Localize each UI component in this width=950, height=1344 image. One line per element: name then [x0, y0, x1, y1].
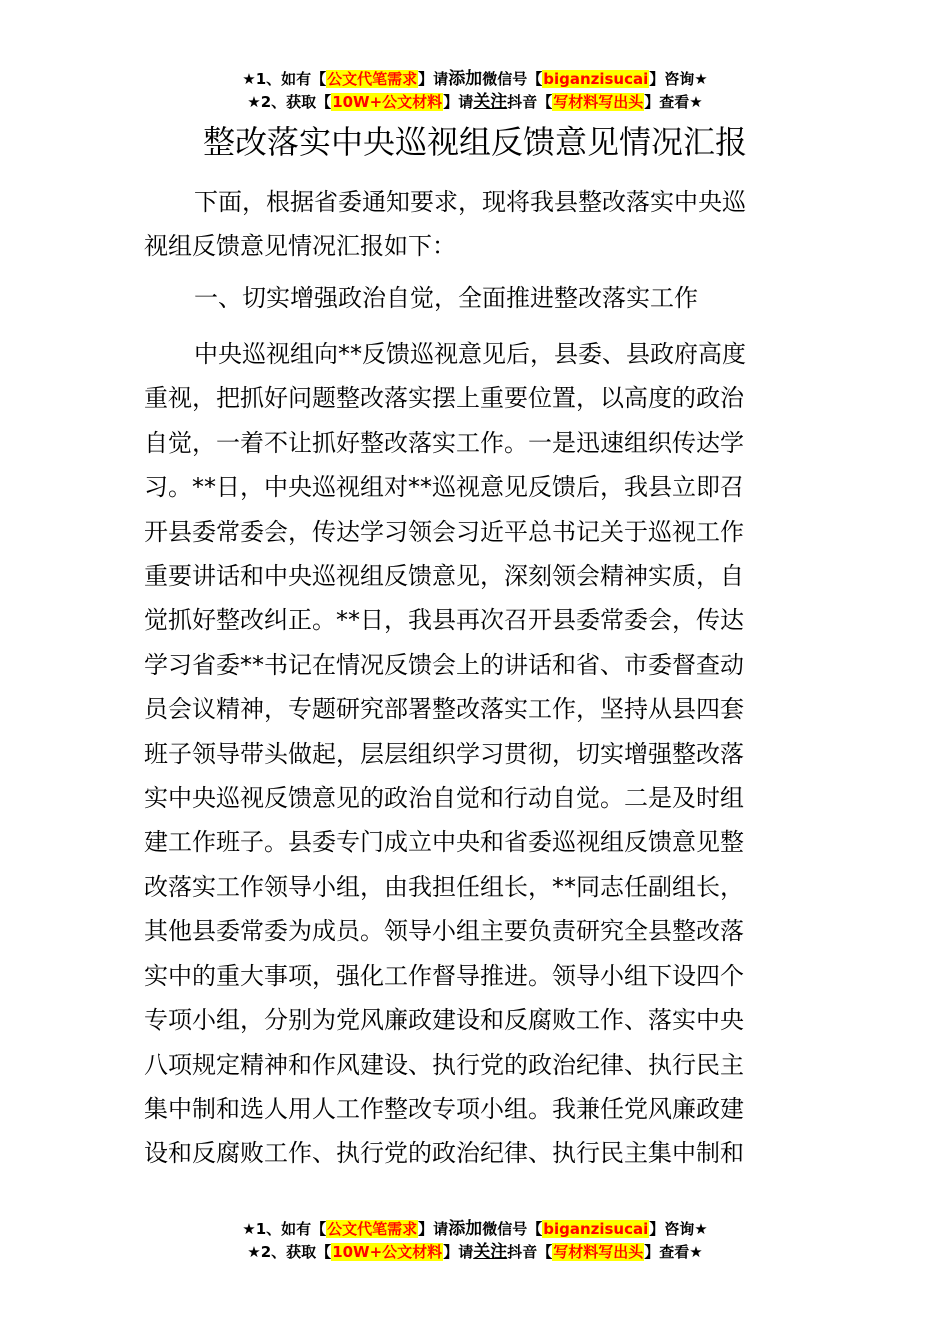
promo-text: ★1、如有【 [242, 1220, 327, 1238]
bottom-promo-banner [0, 1218, 950, 1264]
promo-text: 】请 [443, 93, 474, 111]
promo-line-2 [0, 91, 950, 114]
promo-text: 】咨询★ [649, 1220, 708, 1238]
top-promo-banner [0, 68, 950, 114]
paragraph-line: 其他县委常委为成员。领导小组主要负责研究全县整改落 [144, 917, 744, 946]
paragraph-line: 学习省委**书记在情况反馈会上的讲话和省、市委督查动 [144, 650, 744, 679]
promo-text: 】请 [418, 70, 449, 88]
paragraph-line: 重视，把抓好问题整改落实摆上重要位置，以高度的政治 [144, 384, 744, 413]
promo-highlight-douyin: 写材料写出头 [553, 1243, 644, 1261]
paragraph-line: 觉抓好整改纠正。**日，我县再次召开县委常委会，传达 [144, 606, 744, 635]
promo-text: 抖音【 [507, 1243, 553, 1261]
promo-text: 】咨询★ [649, 70, 708, 88]
paragraph-line: 开县委常委会，传达学习领会习近平总书记关于巡视工作 [144, 517, 744, 546]
paragraph-line: 员会议精神，专题研究部署整改落实工作，坚持从县四套 [144, 695, 744, 724]
promo-highlight: 10W+公文材料 [332, 93, 443, 111]
paragraph-line: 实中的重大事项，强化工作督导推进。领导小组下设四个 [144, 961, 744, 990]
promo-emphasis: 关注 [473, 1242, 508, 1262]
promo-highlight: 公文代笔需求 [327, 70, 418, 88]
document-title: 整改落实中央巡视组反馈意见情况汇报 [202, 123, 747, 161]
promo-line-1 [0, 68, 950, 91]
paragraph-line: 改落实工作领导小组，由我担任组长，**同志任副组长， [144, 872, 744, 901]
promo-highlight: 公文代笔需求 [327, 1220, 418, 1238]
section-heading-1 [144, 276, 808, 320]
promo-line-1 [0, 1218, 950, 1241]
paragraph-line: 班子领导带头做起，层层组织学习贯彻，切实增强整改落 [144, 739, 744, 768]
paragraph-line: 建工作班子。县委专门成立中央和省委巡视组反馈意见整 [144, 828, 744, 857]
promo-text: 】查看★ [644, 93, 703, 111]
paragraph-line: 重要讲话和中央巡视组反馈意见，深刻领会精神实质，自 [144, 562, 744, 591]
paragraph-line: 中央巡视组向**反馈巡视意见后，县委、县政府高度 [194, 340, 746, 368]
section-heading-text: 一、切实增强政治自觉，全面推进整改落实工作 [194, 284, 698, 312]
promo-emphasis: 添加 [448, 69, 483, 89]
promo-text: 微信号【 [482, 70, 543, 88]
promo-text: ★2、获取【 [247, 93, 332, 111]
body-paragraph-1 [144, 332, 808, 1176]
promo-text: ★2、获取【 [247, 1243, 332, 1261]
promo-emphasis: 关注 [473, 92, 508, 112]
promo-highlight: 10W+公文材料 [332, 1243, 443, 1261]
intro-line: 下面，根据省委通知要求，现将我县整改落实中央巡 [194, 188, 746, 216]
promo-emphasis: 添加 [448, 1219, 483, 1239]
intro-paragraph [144, 180, 808, 269]
promo-highlight-wechat: biganzisucai [543, 70, 649, 88]
paragraph-line: 集中制和选人用人工作整改专项小组。我兼任党风廉政建 [144, 1094, 744, 1123]
promo-text: 抖音【 [507, 93, 553, 111]
promo-text: 微信号【 [482, 1220, 543, 1238]
promo-text: ★1、如有【 [242, 70, 327, 88]
promo-text: 】请 [418, 1220, 449, 1238]
promo-line-2 [0, 1241, 950, 1264]
paragraph-line: 实中央巡视反馈意见的政治自觉和行动自觉。二是及时组 [144, 784, 744, 813]
intro-line: 视组反馈意见情况汇报如下： [144, 232, 456, 261]
promo-highlight-douyin: 写材料写出头 [553, 93, 644, 111]
paragraph-line: 自觉，一着不让抓好整改落实工作。一是迅速组织传达学 [144, 428, 744, 457]
paragraph-line: 八项规定精神和作风建设、执行党的政治纪律、执行民主 [144, 1050, 744, 1079]
paragraph-line: 专项小组，分别为党风廉政建设和反腐败工作、落实中央 [144, 1006, 744, 1035]
promo-text: 】查看★ [644, 1243, 703, 1261]
paragraph-line: 设和反腐败工作、执行党的政治纪律、执行民主集中制和 [144, 1139, 744, 1168]
promo-highlight-wechat: biganzisucai [543, 1220, 649, 1238]
promo-text: 】请 [443, 1243, 474, 1261]
paragraph-line: 习。**日，中央巡视组对**巡视意见反馈后，我县立即召 [144, 473, 744, 502]
